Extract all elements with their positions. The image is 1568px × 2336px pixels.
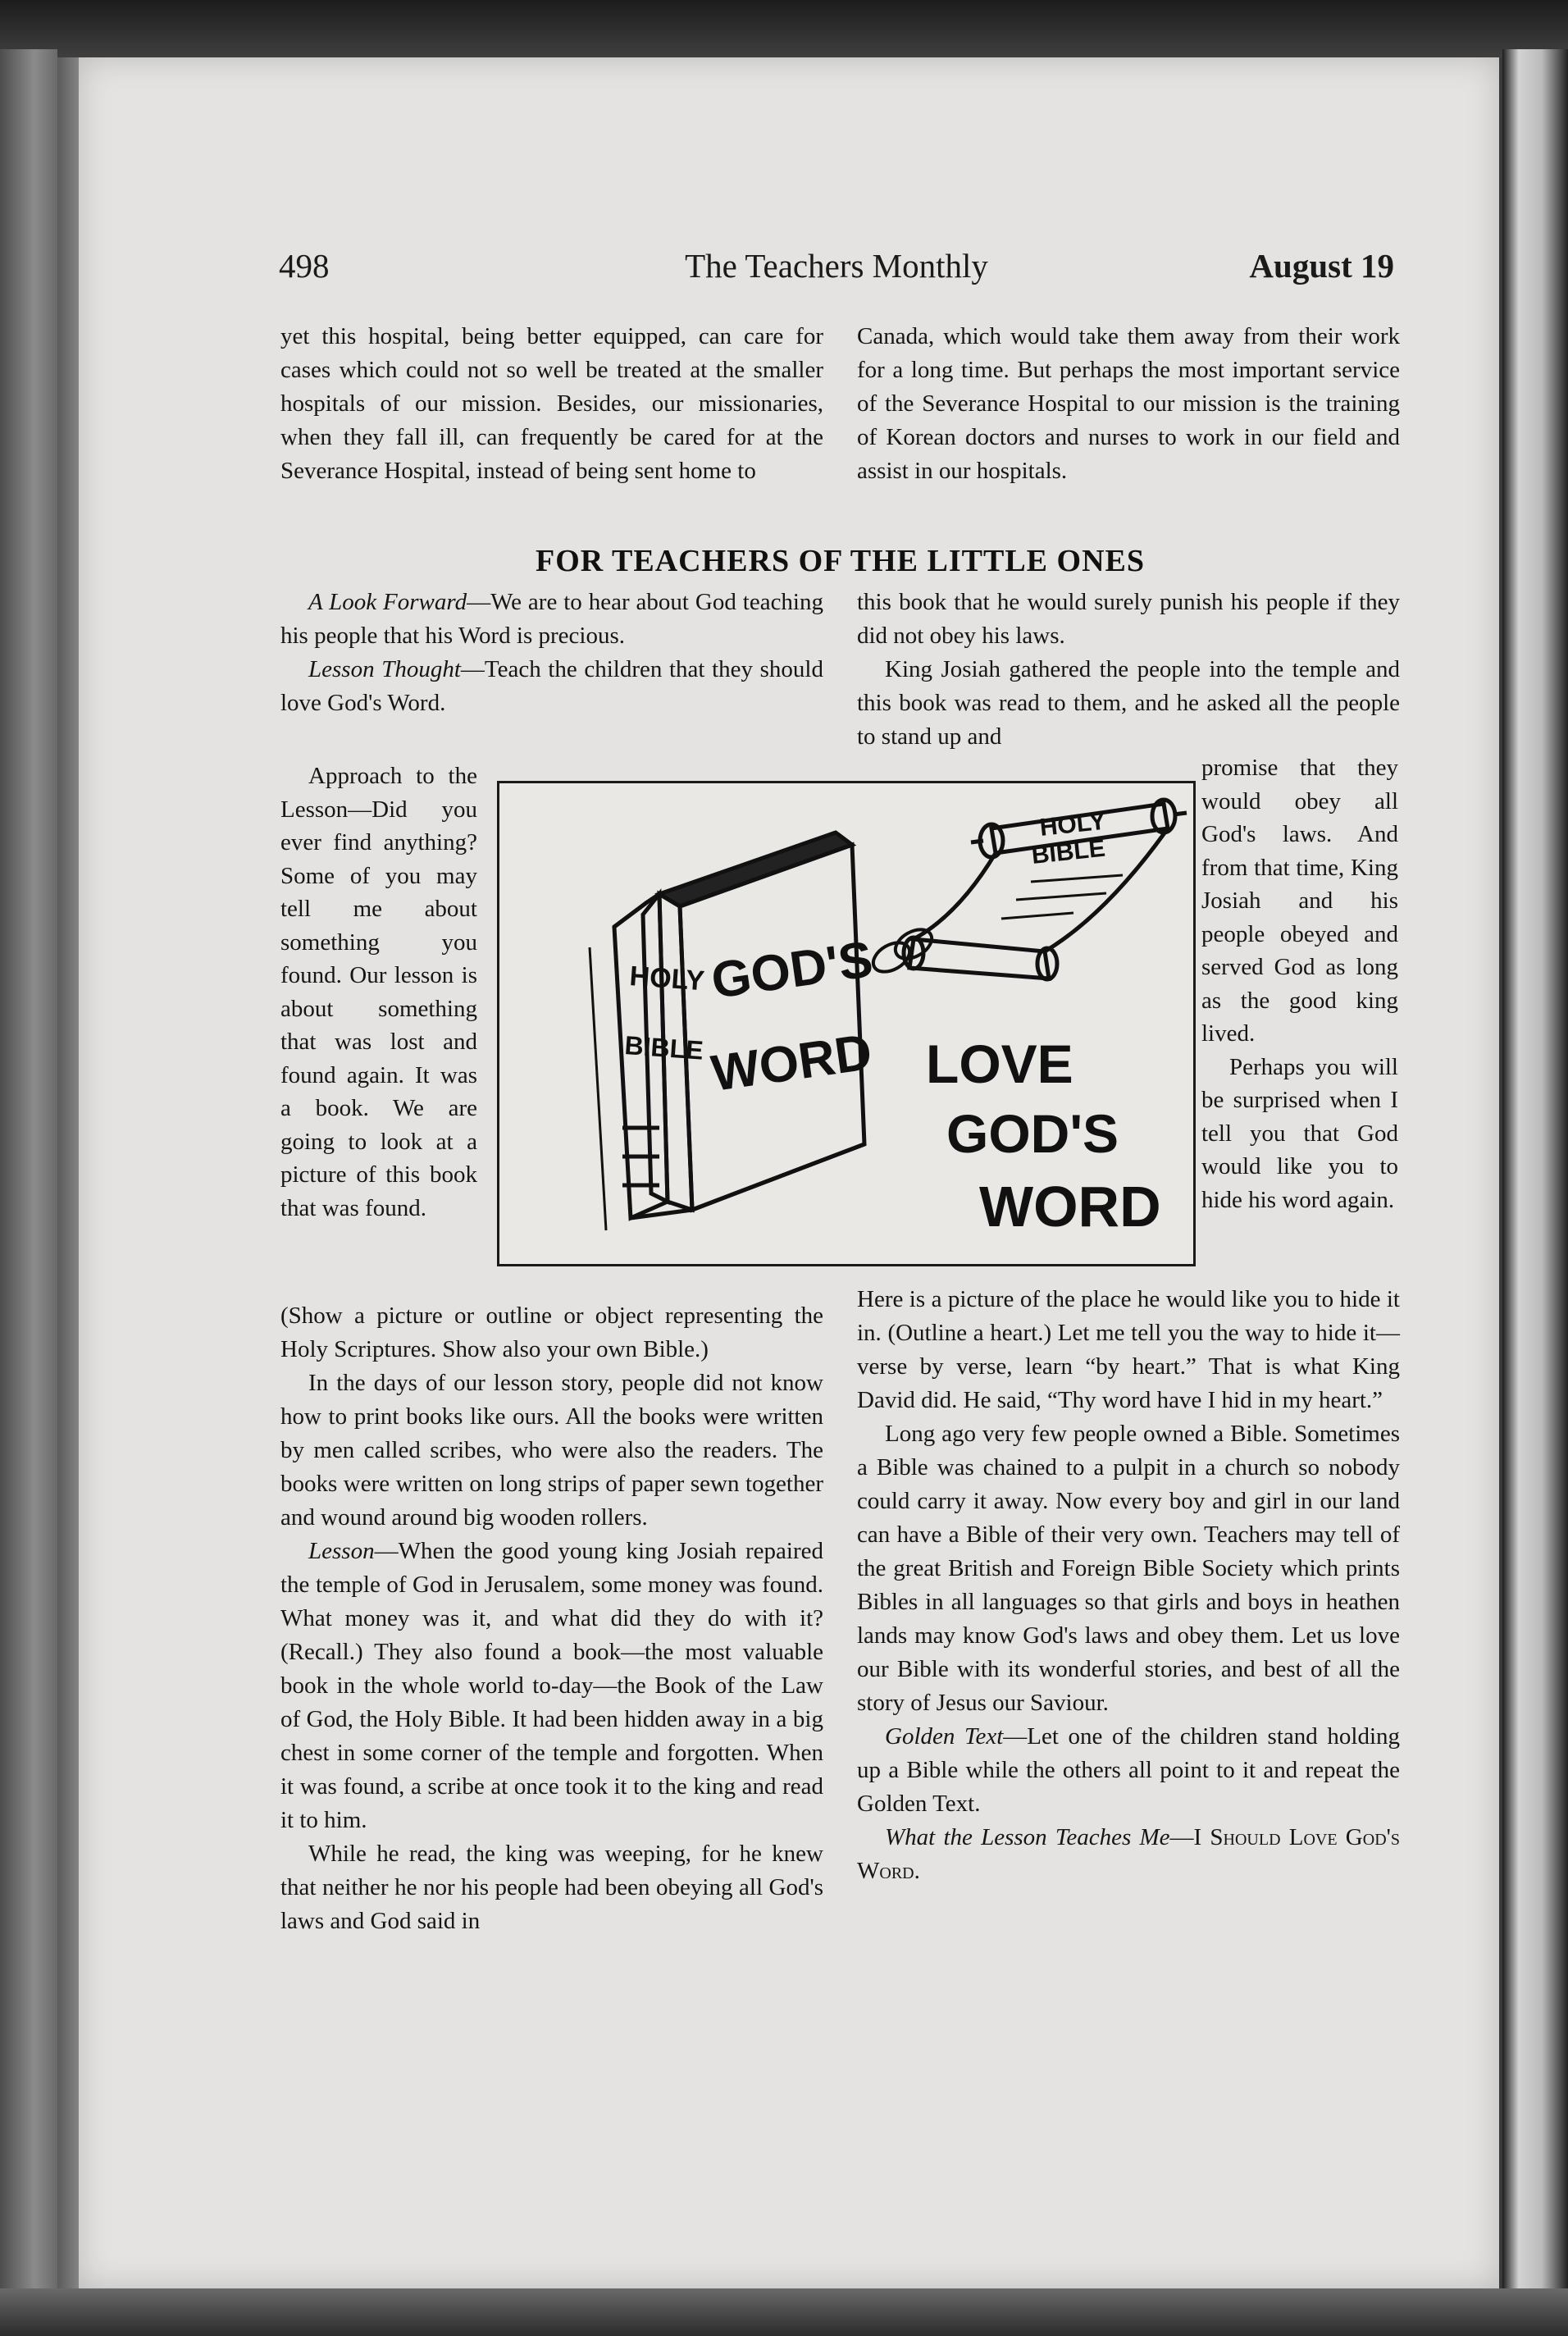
teaches-text: —I Should Love God's Word.: [857, 1824, 1400, 1884]
perhaps-paragraph: Perhaps you will be surprised when I tell you that God would like you to hide his word again.: [1201, 1053, 1398, 1213]
lesson-paragraph: [280, 1535, 823, 1837]
page-number: 498: [279, 247, 330, 285]
look-forward-label: A Look Forward: [308, 589, 467, 615]
teaches-label: What the Lesson Teaches Me: [885, 1824, 1170, 1850]
slogan-line3: WORD: [979, 1175, 1161, 1239]
cover-text-line1: GOD'S: [708, 931, 877, 1010]
scan-bottom-border: [0, 2288, 1568, 2336]
promise-paragraph: promise that they would obey all God's laws. And from that time, King Josiah and his people obeyed and served God as long as the good king lived.: [1201, 755, 1398, 1047]
illustration-drawing: [499, 783, 1193, 1264]
approach-paragraph: [280, 760, 477, 1225]
scan-top-border: [0, 0, 1568, 57]
spine-text-bottom: BIBLE: [623, 1030, 704, 1065]
golden-text-body: —Let one of the children stand holding up a Bible while the others all point to it and repeat the Golden Text.: [857, 1723, 1401, 1817]
golden-text-paragraph: [857, 1720, 1400, 1821]
running-header: [279, 246, 1394, 295]
heart-paragraph: Here is a picture of the place he would like you to hide it in. (Outline a heart.) Let me tell you the way to hide it—verse by verse, learn “by heart.” That is what King David did. He said, “Thy word have I hid in my heart.”: [857, 1286, 1400, 1413]
scroll-text-line2: BIBLE: [1030, 834, 1107, 869]
top-right-column: [857, 320, 1400, 488]
approach-text: —Did you ever find anything? Some of you may tell me about something you found. Our lesson is about something that was lost and found again. It was a book. We are going to look at a picture of this book that was found.: [280, 796, 477, 1221]
lesson-label: Lesson: [308, 1538, 375, 1564]
lesson-thought-paragraph: [280, 653, 823, 720]
cover-text-line2: WORD: [708, 1024, 876, 1102]
look-forward-paragraph: [280, 586, 823, 653]
journal-title: The Teachers Monthly: [685, 247, 988, 285]
issue-date: August 19: [1249, 247, 1394, 285]
slogan-line1: LOVE: [926, 1033, 1073, 1094]
teaches-paragraph: [857, 1821, 1400, 1888]
show-picture-paragraph: (Show a picture or outline or object representing the Holy Scriptures. Show also your own Bible.): [280, 1303, 823, 1362]
approach-column: [280, 760, 477, 1225]
slogan-line2: GOD'S: [946, 1103, 1119, 1164]
king-weeping-paragraph: While he read, the king was weeping, for he knew that neither he nor his people had been obeying all God's laws and God said in: [280, 1841, 823, 1934]
top-left-column: [280, 320, 823, 488]
lesson-thought-text: —Teach the children that they should love God's Word.: [280, 656, 823, 716]
bible-illustration: [497, 781, 1196, 1266]
spine-text-top: HOLY: [628, 960, 706, 997]
hospital-paragraph-end: Canada, which would take them away from their work for a long time. But perhaps the most important service of the Severance Hospital to our mission is the training of Korean doctors and nurses to work in our field and assist in our hospitals.: [857, 323, 1400, 484]
section-heading: FOR TEACHERS OF THE LITTLE ONES: [536, 544, 1145, 578]
scribes-paragraph: In the days of our lesson story, people did not know how to print books like ours. All the books were written by men called scribes, who were also the readers. The books were written on long strips of paper sewn together and wound around big wooden rollers.: [280, 1370, 823, 1531]
lesson-left-column: [280, 1299, 823, 1938]
josiah-gathered-paragraph: King Josiah gathered the people into the temple and this book was read to them, and he asked all the people to stand up and: [857, 656, 1400, 750]
promise-column: [1201, 751, 1398, 1216]
punish-paragraph: this book that he would surely punish his people if they did not obey his laws.: [857, 589, 1400, 649]
hospital-paragraph-start: yet this hospital, being better equipped, can care for cases which could not so well be treated at the smaller hospitals of our mission. Besides, our missionaries, when they fall ill, can frequently be cared for at the Severance Hospital, instead of being sent home to: [280, 323, 823, 484]
bible-ownership-paragraph: Long ago very few people owned a Bible. Sometimes a Bible was chained to a pulpit in a church so nobody could carry it away. Now every boy and girl in our land can have a Bible of their very own. Teachers may tell of the great British and Foreign Bible Society which prints Bibles in all languages so that girls and boys in heathen lands may know God's laws and obey them. Let us love our Bible with its wonderful stories, and best of all the story of Jesus our Saviour.: [857, 1421, 1400, 1716]
intro-left-column: [280, 586, 823, 720]
lesson-right-column: [857, 1283, 1400, 1888]
book-binding-edge: [0, 49, 57, 2336]
lesson-text: —When the good young king Josiah repaired the temple of God in Jerusalem, some money was found. What money was it, and what did they do with it? (Recall.) They also found a book—the most valuable book in the whole world to-day—the Book of the Law of God, the Holy Bible. It had been hidden away in a big chest in some corner of the temple and forgotten. When it was found, a scribe at once took it to the king and read it to him.: [280, 1538, 823, 1833]
intro-right-column: [857, 586, 1400, 754]
golden-text-label: Golden Text: [885, 1723, 1004, 1750]
look-forward-text: —We are to hear about God teaching his people that his Word is precious.: [280, 589, 823, 649]
approach-label: Approach to the Lesson: [280, 763, 477, 823]
scroll-text-line1: HOLY: [1038, 807, 1107, 842]
lesson-thought-label: Lesson Thought: [308, 656, 461, 682]
book-fore-edge: [1502, 49, 1568, 2336]
